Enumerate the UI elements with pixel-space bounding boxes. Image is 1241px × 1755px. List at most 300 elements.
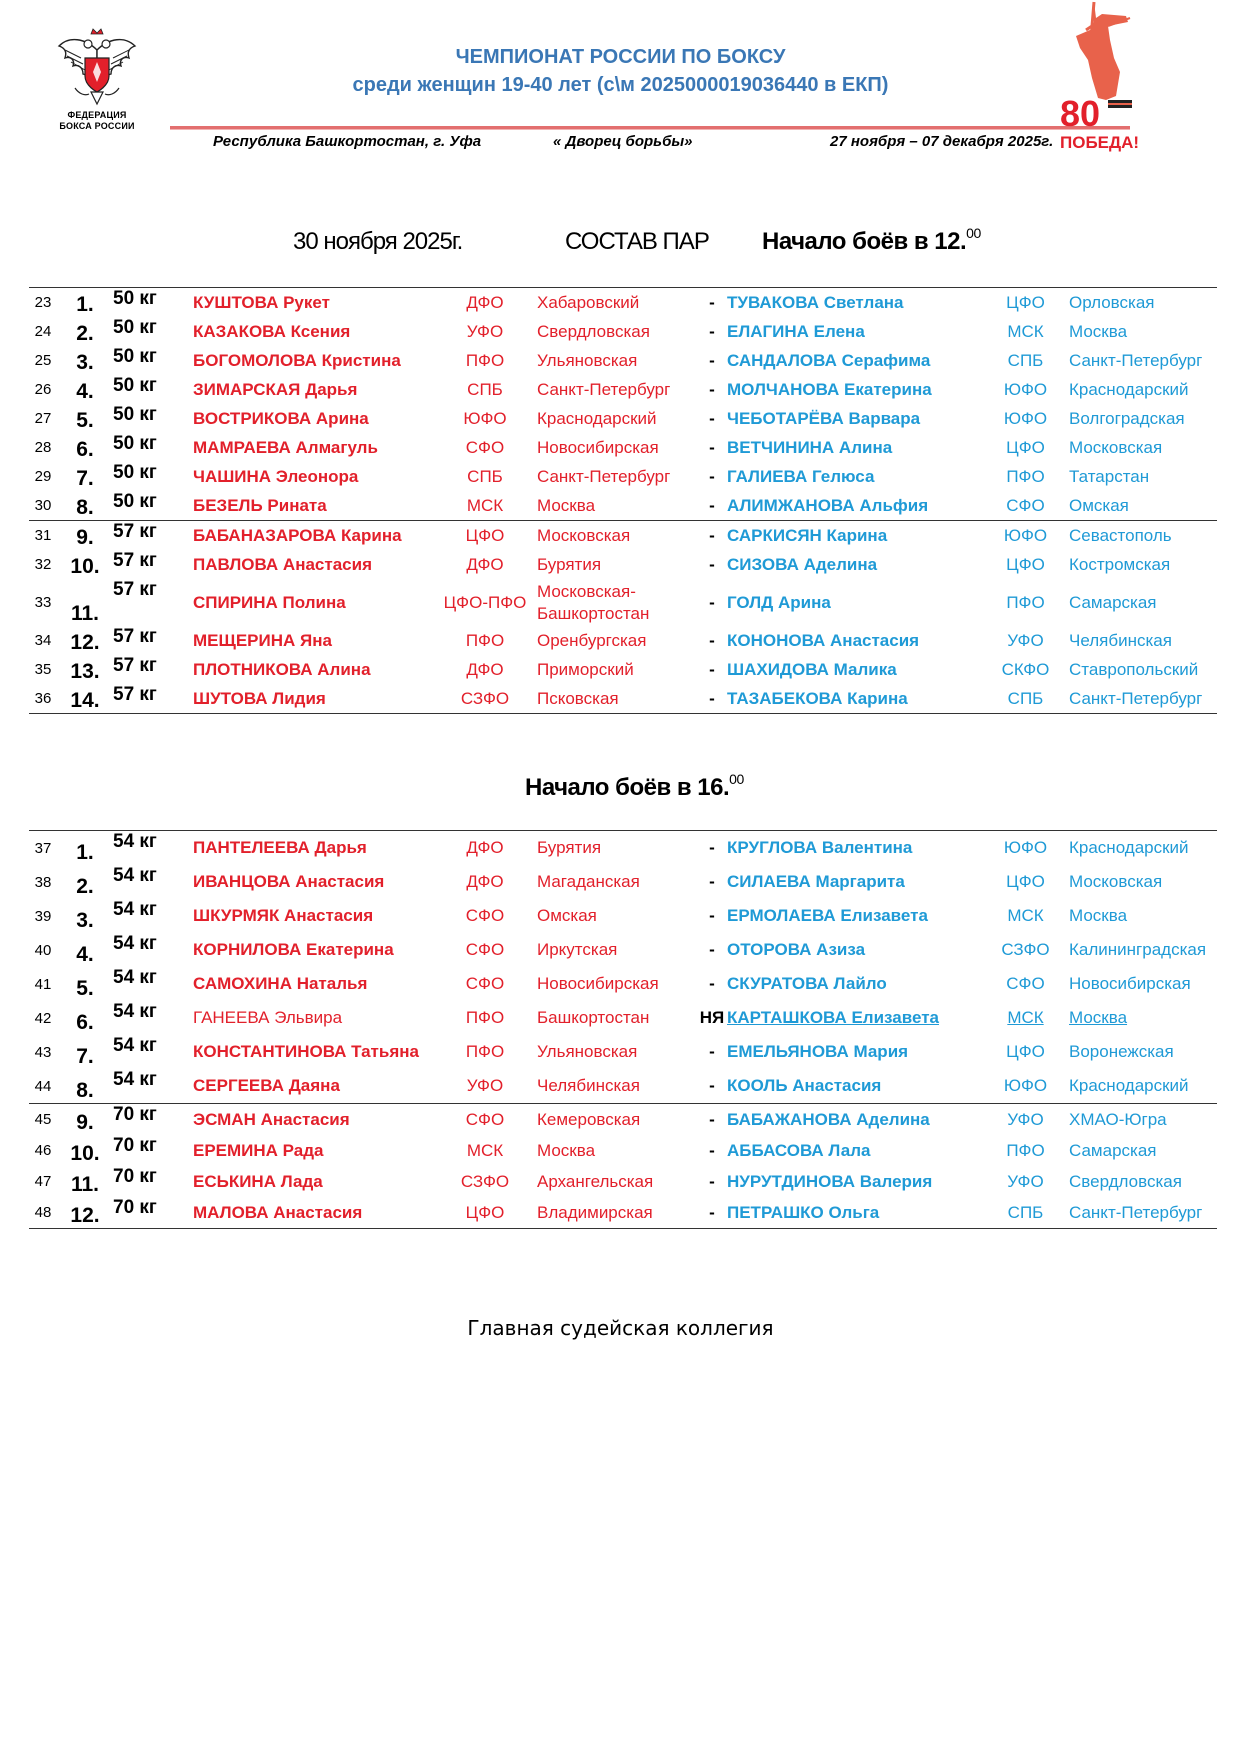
blue-corner-name: ЕРМОЛАЕВА Елизавета: [727, 906, 928, 925]
blue-corner-district: ЦФО: [1006, 437, 1045, 457]
bout-separator: -: [709, 592, 715, 612]
bout-row: [29, 684, 1217, 714]
weight-class: 50 кг: [113, 462, 157, 483]
red-corner-name: БОГОМОЛОВА Кристина: [193, 350, 401, 370]
bout-row: [29, 404, 1217, 433]
pairs-label: СОСТАВ ПАР: [565, 228, 709, 255]
blue-corner-region: Санкт-Петербург: [1069, 1197, 1217, 1229]
red-corner-region: Псковская: [537, 684, 697, 714]
weight-class: 54 кг: [113, 865, 157, 886]
red-corner-region: Оренбургская: [537, 630, 647, 650]
red-corner-district: ДФО: [466, 554, 504, 574]
bout-row: [29, 933, 1217, 967]
bout-number: 28: [34, 439, 52, 456]
blue-corner-region: Костромская: [1069, 554, 1171, 574]
bout-row: [29, 375, 1217, 404]
bout-number: 44: [29, 1069, 57, 1104]
red-corner-region: Новосибирская: [537, 974, 659, 993]
weight-class: 50 кг: [113, 491, 193, 521]
red-corner-district: СПБ: [467, 379, 503, 399]
red-corner-region: Свердловская: [537, 321, 650, 341]
bout-row: [29, 1135, 1217, 1166]
bout-separator: -: [709, 379, 715, 399]
blue-corner-district: МСК: [1007, 321, 1044, 341]
event-place: Республика Башкортостан, г. Уфа: [213, 133, 482, 150]
red-corner-name: ЕРЕМИНА Рада: [193, 1140, 324, 1160]
bout-separator: -: [709, 630, 715, 650]
blue-corner-name: ЕМЕЛЬЯНОВА Мария: [727, 1042, 909, 1061]
red-corner-name: ПАНТЕЛЕЕВА Дарья: [193, 831, 433, 866]
blue-corner-name: САНДАЛОВА Серафима: [727, 350, 931, 370]
weight-class: 57 кг: [113, 655, 157, 676]
red-corner-region: Ульяновская: [537, 1042, 638, 1061]
bout-separator: -: [709, 321, 715, 341]
bout-order: 7.: [76, 467, 94, 490]
red-corner-region: Челябинская: [537, 1069, 697, 1104]
bout-number: 40: [34, 941, 52, 959]
bout-separator: -: [709, 437, 715, 457]
blue-corner-region: Самарская: [1069, 1140, 1157, 1160]
blue-corner-district: СПБ: [982, 684, 1069, 714]
blue-corner-district: ЦФО: [1006, 1042, 1045, 1061]
blue-corner-name: ВЕТЧИНИНА Алина: [727, 437, 893, 457]
red-corner-district: СФО: [465, 940, 505, 959]
blue-corner-name: ПЕТРАШКО Ольга: [727, 1197, 982, 1229]
bout-number: 43: [34, 1043, 52, 1061]
blue-corner-name: ЕЛАГИНА Елена: [727, 321, 865, 341]
weight-class: 54 кг: [113, 1035, 157, 1056]
bout-row: [29, 831, 1217, 866]
blue-corner-region: Калининградская: [1069, 940, 1207, 959]
bout-row: [29, 1001, 1217, 1035]
blue-corner-name: САРКИСЯН Карина: [727, 525, 888, 545]
red-corner-region: Ульяновская: [537, 350, 638, 370]
red-corner-district: ДФО: [433, 288, 537, 318]
bout-number: 23: [29, 288, 57, 318]
session2-start-time: Начало боёв в 16.00: [525, 771, 744, 801]
blue-corner-district: СФО: [982, 491, 1069, 521]
weight-class: 70 кг: [113, 1135, 157, 1156]
bout-row: [29, 521, 1217, 551]
bout-order: 7.: [76, 1045, 94, 1068]
bout-row: [29, 579, 1217, 626]
bout-number: 24: [34, 323, 52, 340]
blue-corner-region: Москва: [1069, 321, 1128, 341]
page-subtitle: среди женщин 19-40 лет (с\м 2025000019036440 в ЕКП): [352, 74, 889, 96]
bout-order: 13.: [70, 660, 100, 683]
bout-row: [29, 288, 1217, 318]
blue-corner-district: УФО: [1007, 1109, 1044, 1129]
bout-number: 27: [34, 410, 52, 427]
blue-corner-region: Новосибирская: [1069, 974, 1191, 993]
red-corner-name: МАМРАЕВА Алмагуль: [193, 437, 378, 457]
blue-corner-district: ЮФО: [1003, 379, 1048, 399]
bout-number: 33: [34, 594, 52, 611]
bout-row: [29, 1069, 1217, 1104]
bout-separator: -: [697, 1069, 727, 1104]
motherland-statue-icon: [1050, 0, 1150, 155]
bout-order: 12.: [70, 631, 100, 654]
red-corner-district: ДФО: [433, 831, 537, 866]
bout-separator: -: [697, 491, 727, 521]
red-corner-name: МЕЩЕРИНА Яна: [193, 630, 332, 650]
red-corner-district: ДФО: [466, 659, 504, 679]
bout-number: 39: [34, 907, 52, 925]
weight-class: 54 кг: [113, 967, 157, 988]
red-corner-region: Иркутская: [537, 940, 618, 959]
blue-corner-name: ТУВАКОВА Светлана: [727, 288, 982, 318]
logo-number: 80: [1060, 93, 1101, 134]
red-corner-name: ПЛОТНИКОВА Алина: [193, 659, 371, 679]
bout-number: 26: [34, 381, 52, 398]
bout-number: 45: [34, 1111, 52, 1128]
red-corner-district: СФО: [465, 437, 505, 457]
red-corner-region: Бурятия: [537, 554, 602, 574]
bout-number: 35: [34, 661, 52, 678]
weight-class: 54 кг: [113, 933, 157, 954]
bout-separator: -: [709, 940, 715, 959]
red-corner-region: Санкт-Петербург: [537, 466, 671, 486]
red-corner-district: УФО: [433, 1069, 537, 1104]
blue-corner-district: ЮФО: [1003, 408, 1048, 428]
red-corner-name: ЭСМАН Анастасия: [193, 1109, 350, 1129]
bout-order: 2.: [76, 322, 94, 345]
red-corner-region: Хабаровский: [537, 288, 697, 318]
blue-corner-region: Краснодарский: [1069, 831, 1217, 866]
bout-order: 11.: [70, 1173, 100, 1196]
red-corner-name: ВОСТРИКОВА Арина: [193, 408, 369, 428]
blue-corner-name: ГАЛИЕВА Гелюса: [727, 466, 875, 486]
bout-row: [29, 1104, 1217, 1136]
bout-number: 25: [34, 352, 52, 369]
weight-class: 57 кг: [113, 684, 193, 714]
bout-row: [29, 462, 1217, 491]
red-corner-region: Омская: [537, 906, 597, 925]
bout-separator: -: [709, 350, 715, 370]
blue-corner-district: ПФО: [1006, 592, 1045, 612]
blue-corner-district: ЮФО: [982, 1069, 1069, 1104]
blue-corner-name: ШАХИДОВА Малика: [727, 659, 897, 679]
red-corner-name: ЗИМАРСКАЯ Дарья: [193, 379, 358, 399]
bout-separator: -: [709, 1109, 715, 1129]
blue-corner-district: УФО: [1007, 630, 1044, 650]
red-corner-region: Санкт-Петербург: [537, 379, 671, 399]
red-corner-name: БАБАНАЗАРОВА Карина: [193, 525, 402, 545]
bout-row: [29, 626, 1217, 655]
red-corner-region: Краснодарский: [537, 408, 657, 428]
red-corner-name: ГАНЕЕВА Эльвира: [193, 1008, 343, 1027]
blue-corner-name: БАБАЖАНОВА Аделина: [727, 1109, 930, 1129]
red-corner-district: ЦФО: [433, 1197, 537, 1229]
red-corner-district: ПФО: [465, 350, 505, 370]
bout-number: 29: [34, 468, 52, 485]
red-corner-name: САМОХИНА Наталья: [193, 974, 368, 993]
blue-corner-region: Челябинская: [1069, 630, 1172, 650]
red-corner-district: СФО: [465, 974, 505, 993]
red-corner-region: Владимирская: [537, 1197, 697, 1229]
red-corner-district: УФО: [466, 321, 504, 341]
bout-order: 9.: [76, 1111, 94, 1134]
weight-class: 50 кг: [113, 433, 157, 454]
red-corner-name: КОНСТАНТИНОВА Татьяна: [193, 1042, 419, 1061]
blue-corner-region: Краснодарский: [1069, 1069, 1217, 1104]
blue-corner-name: КООЛЬ Анастасия: [727, 1069, 982, 1104]
bout-order: 12.: [57, 1197, 113, 1229]
blue-corner-region: Воронежская: [1069, 1042, 1174, 1061]
weight-class: 57 кг: [113, 550, 157, 571]
weight-class: 57 кг: [113, 626, 157, 647]
blue-corner-region: Свердловская: [1069, 1171, 1182, 1191]
red-corner-region: Москва: [537, 491, 697, 521]
header-divider: [170, 126, 1130, 130]
blue-corner-district: СПБ: [1007, 350, 1044, 370]
bout-row: [29, 346, 1217, 375]
judges-panel-caption: Главная судейская коллегия: [467, 1316, 774, 1340]
blue-corner-name: НУРУТДИНОВА Валерия: [727, 1171, 933, 1191]
blue-corner-district: ЦФО: [1006, 872, 1045, 891]
blue-corner-name: ТАЗАБЕКОВА Карина: [727, 684, 982, 714]
red-corner-district: ПФО: [465, 1008, 505, 1027]
blue-corner-district: МСК: [1007, 906, 1044, 925]
red-corner-district: МСК: [466, 1140, 504, 1160]
red-corner-region: Кемеровская: [537, 1109, 641, 1129]
red-corner-district: СЗФО: [433, 684, 537, 714]
red-corner-district: СПБ: [467, 466, 503, 486]
blue-corner-district: ПФО: [1006, 1140, 1045, 1160]
bout-row: [29, 433, 1217, 462]
federation-line2: БОКСА РОССИИ: [59, 121, 135, 131]
bout-separator: -: [709, 974, 715, 993]
bout-number: 31: [34, 527, 52, 544]
blue-corner-district: СФО: [1006, 974, 1045, 993]
blue-corner-name: ЧЕБОТАРЁВА Варвара: [727, 408, 921, 428]
bout-number: 37: [29, 831, 57, 866]
blue-corner-region: Севастополь: [1069, 525, 1172, 545]
bouts-table-session1: [29, 287, 1217, 714]
red-corner-region: Приморский: [537, 659, 634, 679]
blue-corner-region: Москва: [1069, 906, 1128, 925]
red-corner-name: ИВАНЦОВА Анастасия: [193, 872, 385, 891]
red-corner-district: СФО: [465, 1109, 505, 1129]
bout-number: 34: [34, 632, 52, 649]
blue-corner-region: Татарстан: [1069, 466, 1150, 486]
red-corner-name: ЕСЬКИНА Лада: [193, 1171, 323, 1191]
bout-row: [29, 899, 1217, 933]
bout-number: 32: [34, 556, 52, 573]
red-corner-district: ДФО: [466, 872, 504, 891]
blue-corner-district: ЮФО: [1003, 525, 1048, 545]
blue-corner-region: Самарская: [1069, 592, 1157, 612]
blue-corner-district: СПБ: [982, 1197, 1069, 1229]
weight-class: 70 кг: [113, 1197, 193, 1229]
bout-order: 3.: [76, 351, 94, 374]
bout-number: 48: [29, 1197, 57, 1229]
bout-separator: -: [709, 466, 715, 486]
bout-row: [29, 491, 1217, 521]
bout-separator: -: [709, 1140, 715, 1160]
blue-corner-name: ОТОРОВА Азиза: [727, 940, 866, 959]
red-corner-name: МАЛОВА Анастасия: [193, 1197, 433, 1229]
bout-number: 38: [34, 873, 52, 891]
event-venue: « Дворец борьбы»: [553, 133, 693, 150]
bout-separator: -: [697, 1197, 727, 1229]
blue-corner-region: Краснодарский: [1069, 379, 1189, 399]
bout-order: 10.: [70, 555, 100, 578]
bout-order: 14.: [57, 684, 113, 714]
logo-slogan: ПОБЕДА!: [1060, 133, 1140, 152]
blue-corner-district: СКФО: [1001, 659, 1050, 679]
bout-row: [29, 655, 1217, 684]
bout-separator: -: [709, 1171, 715, 1191]
red-corner-name: ПАВЛОВА Анастасия: [193, 554, 372, 574]
red-corner-name: ЧАШИНА Элеонора: [193, 466, 359, 486]
red-corner-district: СЗФО: [460, 1171, 510, 1191]
blue-corner-name: СИЗОВА Аделина: [727, 554, 878, 574]
bout-order: 6.: [76, 1011, 94, 1034]
bout-order: 10.: [70, 1142, 100, 1165]
red-corner-name: СЕРГЕЕВА Даяна: [193, 1069, 433, 1104]
blue-corner-district: ЦФО: [1006, 554, 1045, 574]
bout-order: 1.: [57, 831, 113, 866]
weight-class: 50 кг: [113, 346, 157, 367]
bout-order: 11.: [70, 602, 100, 625]
red-corner-district: ПФО: [465, 630, 505, 650]
red-corner-region: Архангельская: [537, 1171, 654, 1191]
blue-corner-district: ЦФО: [982, 288, 1069, 318]
blue-corner-district: МСК: [1007, 1008, 1044, 1027]
blue-corner-name: КРУГЛОВА Валентина: [727, 831, 982, 866]
bout-separator: НЯ: [699, 1008, 725, 1027]
blue-corner-name: КОНОНОВА Анастасия: [727, 630, 920, 650]
bout-number: 47: [34, 1173, 52, 1190]
red-corner-region: Москва: [537, 1140, 596, 1160]
bout-number: 41: [34, 975, 52, 993]
bout-separator: -: [709, 554, 715, 574]
blue-corner-region: Московская: [1069, 872, 1163, 891]
bout-separator: -: [709, 525, 715, 545]
red-corner-name: СПИРИНА Полина: [193, 592, 346, 612]
blue-corner-region: Санкт-Петербург: [1069, 684, 1217, 714]
bout-number: 30: [29, 491, 57, 521]
blue-corner-region: Ставропольский: [1069, 659, 1199, 679]
bout-number: 36: [29, 684, 57, 714]
blue-corner-district: ПФО: [1006, 466, 1045, 486]
victory-80-logo: [1050, 0, 1150, 155]
red-corner-name: КОРНИЛОВА Екатерина: [193, 940, 394, 959]
red-corner-region: Московская-Башкортостан: [537, 581, 650, 623]
blue-corner-name: СИЛАЕВА Маргарита: [727, 872, 905, 891]
bout-separator: -: [697, 288, 727, 318]
weight-class: 54 кг: [113, 1001, 157, 1022]
red-corner-name: КАЗАКОВА Ксения: [193, 321, 351, 341]
weight-class: 50 кг: [113, 375, 157, 396]
red-corner-district: ЦФО: [465, 525, 505, 545]
blue-corner-region: Волгоградская: [1069, 408, 1185, 428]
blue-corner-district: СЗФО: [1001, 940, 1050, 959]
weight-class: 57 кг: [113, 521, 157, 542]
blue-corner-region: ХМАО-Югра: [1069, 1109, 1167, 1129]
weight-class: 54 кг: [113, 899, 157, 920]
blue-corner-name: АЛИМЖАНОВА Альфия: [727, 491, 982, 521]
red-corner-name: ШКУРМЯК Анастасия: [193, 906, 374, 925]
bout-separator: -: [709, 1042, 715, 1061]
red-corner-district: ЦФО-ПФО: [443, 592, 527, 612]
bout-separator: -: [709, 408, 715, 428]
bout-separator: -: [697, 831, 727, 866]
bout-order: 4.: [76, 943, 94, 966]
bout-separator: -: [709, 659, 715, 679]
weight-class: 50 кг: [113, 404, 157, 425]
weight-class: 50 кг: [113, 288, 193, 318]
blue-corner-name: СКУРАТОВА Лайло: [727, 974, 887, 993]
bout-row: [29, 1035, 1217, 1069]
bout-order: 9.: [76, 526, 94, 549]
blue-corner-region: Омская: [1069, 491, 1217, 521]
red-corner-district: ЮФО: [463, 408, 507, 428]
red-corner-name: БЕЗЕЛЬ Рината: [193, 491, 433, 521]
red-corner-region: Магаданская: [537, 872, 640, 891]
blue-corner-region: Орловская: [1069, 288, 1217, 318]
red-corner-region: Новосибирская: [537, 437, 659, 457]
weight-class: 54 кг: [113, 1069, 193, 1104]
bout-order: 8.: [57, 1069, 113, 1104]
bout-order: 5.: [76, 977, 94, 1000]
bout-order: 4.: [76, 380, 94, 403]
weight-class: 70 кг: [113, 1104, 157, 1125]
bout-number: 42: [34, 1009, 52, 1027]
session1-start-time: Начало боёв в 12.00: [762, 225, 981, 255]
weight-class: 57 кг: [113, 579, 157, 600]
bout-row: [29, 1166, 1217, 1197]
blue-corner-name: АББАСОВА Лала: [727, 1140, 871, 1160]
red-corner-district: СФО: [465, 906, 505, 925]
bout-separator: -: [697, 684, 727, 714]
blue-corner-region: Москва: [1069, 1008, 1128, 1027]
blue-corner-district: ЮФО: [982, 831, 1069, 866]
bout-row: [29, 550, 1217, 579]
red-corner-region: Башкортостан: [537, 1008, 650, 1027]
bout-separator: -: [709, 872, 715, 891]
blue-corner-region: Московская: [1069, 437, 1163, 457]
bout-order: 3.: [76, 909, 94, 932]
red-corner-name: ШУТОВА Лидия: [193, 684, 433, 714]
bout-order: 8.: [57, 491, 113, 521]
blue-corner-name: ГОЛД Арина: [727, 592, 831, 612]
bouts-table-session2: [29, 830, 1217, 1229]
page-title: ЧЕМПИОНАТ РОССИИ ПО БОКСУ: [455, 46, 786, 68]
bout-row: [29, 317, 1217, 346]
bout-number: 46: [34, 1142, 52, 1159]
red-corner-district: ПФО: [465, 1042, 505, 1061]
bout-order: 6.: [76, 438, 94, 461]
bout-order: 5.: [76, 409, 94, 432]
blue-corner-region: Санкт-Петербург: [1069, 350, 1203, 370]
event-dates: 27 ноября – 07 декабря 2025г.: [830, 133, 1054, 150]
weight-class: 50 кг: [113, 317, 157, 338]
blue-corner-name: МОЛЧАНОВА Екатерина: [727, 379, 932, 399]
weight-class: 54 кг: [113, 831, 193, 866]
bout-row: [29, 865, 1217, 899]
bout-separator: -: [709, 906, 715, 925]
blue-corner-district: УФО: [1007, 1171, 1044, 1191]
weight-class: 70 кг: [113, 1166, 157, 1187]
bout-row: [29, 967, 1217, 1001]
blue-corner-name: КАРТАШКОВА Елизавета: [727, 1008, 939, 1027]
red-corner-district: МСК: [433, 491, 537, 521]
red-corner-region: Бурятия: [537, 831, 697, 866]
session-date: 30 ноября 2025г.: [293, 228, 463, 255]
federation-line1: ФЕДЕРАЦИЯ: [67, 110, 127, 120]
